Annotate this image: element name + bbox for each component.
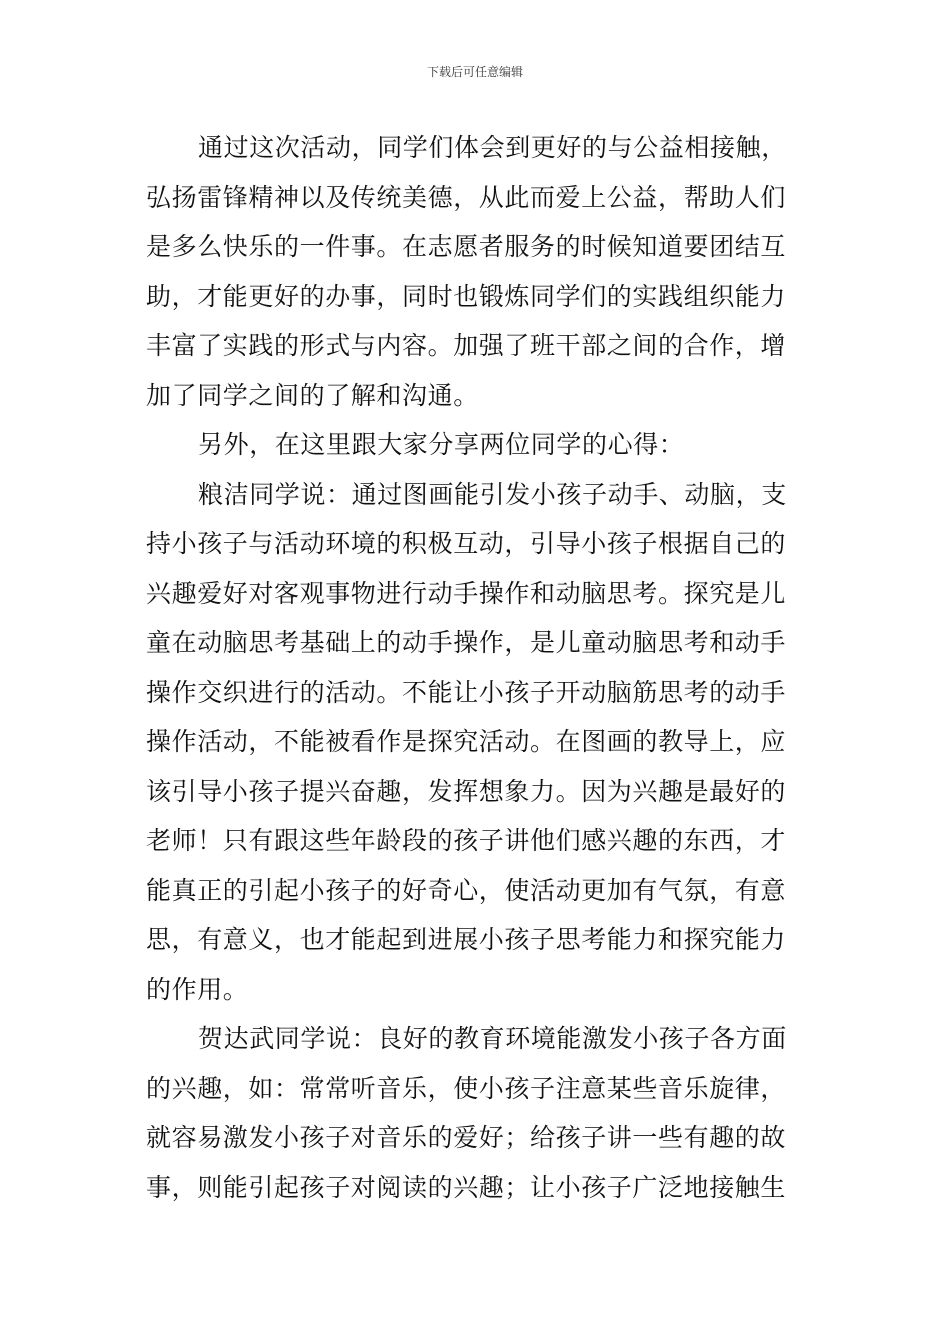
text-line: 另外，在这里跟大家分享两位同学的心得： — [198, 430, 685, 459]
text-line: 粮洁同学说：通过图画能引发小孩子动手、动脑，支 — [198, 479, 787, 509]
text-line: 操作活动，不能被看作是探究活动。在图画的教导上，应 — [146, 727, 787, 756]
text-line: 事，则能引起孩子对阅读的兴趣；让小孩子广泛地接触生 — [146, 1172, 787, 1202]
text-line: 通过这次活动，同学们体会到更好的与公益相接触， — [198, 133, 787, 162]
text-line: 的作用。 — [146, 974, 249, 1004]
text-line: 丰富了实践的形式与内容。加强了班干部之间的合作，增 — [146, 331, 787, 360]
text-line: 操作交织进行的活动。不能让小孩子开动脑筋思考的动手 — [146, 677, 787, 707]
text-line: 童在动脑思考基础上的动手操作，是儿童动脑思考和动手 — [146, 628, 787, 657]
text-line: 助，才能更好的办事，同时也锻炼同学们的实践组织能力 — [146, 281, 787, 311]
text-line: 贺达武同学说：良好的教育环境能激发小孩子各方面 — [198, 1024, 787, 1053]
text-line: 就容易激发小孩子对音乐的爱好；给孩子讲一些有趣的故 — [146, 1123, 787, 1152]
text-line: 老师！只有跟这些年龄段的孩子讲他们感兴趣的东西，才 — [146, 826, 787, 855]
text-line: 是多么快乐的一件事。在志愿者服务的时候知道要团结互 — [146, 232, 787, 261]
page-header: 下载后可任意编辑 — [426, 65, 523, 79]
document-body — [146, 123, 806, 1212]
text-line: 加了同学之间的了解和沟通。 — [146, 380, 479, 410]
text-line: 该引导小孩子提兴奋趣，发挥想象力。因为兴趣是最好的 — [146, 776, 787, 806]
text-line: 的兴趣，如：常常听音乐，使小孩子注意某些音乐旋律， — [146, 1073, 787, 1103]
text-line: 能真正的引起小孩子的好奇心，使活动更加有气氛，有意 — [146, 875, 787, 905]
text-line: 兴趣爱好对客观事物进行动手操作和动脑思考。探究是儿 — [146, 578, 787, 608]
text-line: 持小孩子与活动环境的积极互动，引导小孩子根据自己的 — [146, 529, 787, 558]
text-line: 弘扬雷锋精神以及传统美德，从此而爱上公益，帮助人们 — [146, 182, 787, 212]
text-line: 思，有意义，也才能起到进展小孩子思考能力和探究能力 — [146, 925, 787, 954]
